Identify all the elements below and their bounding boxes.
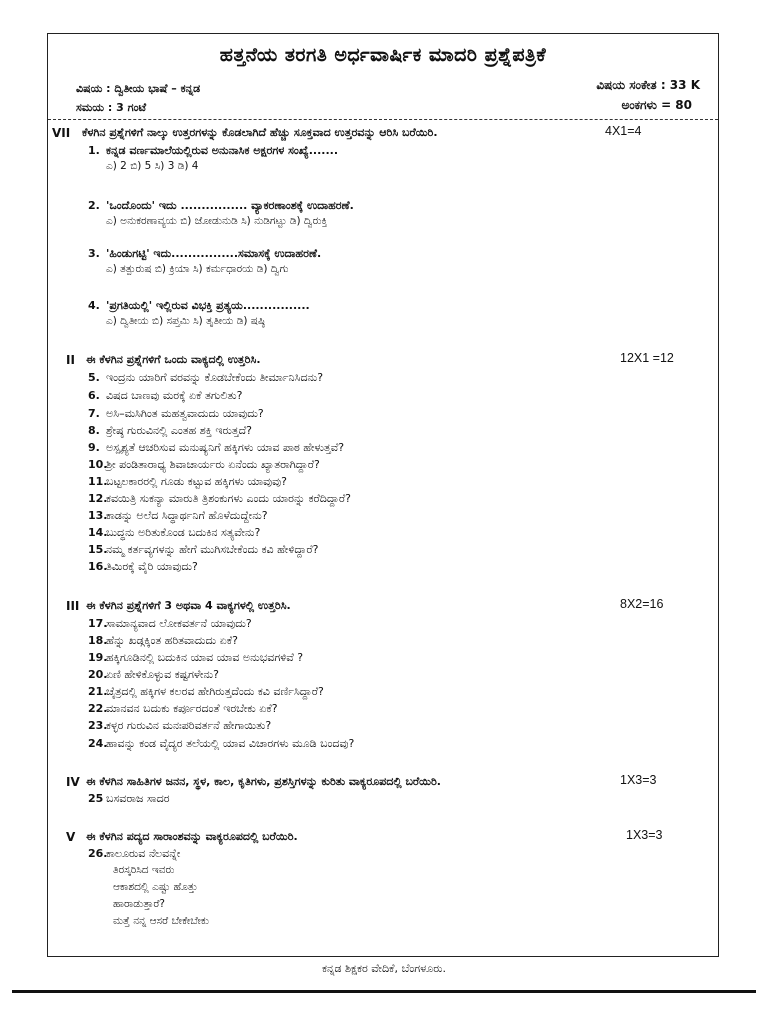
question-paper-frame [47,33,719,957]
question: 22.ಮಾನವನ ಬದುಕು ಕರ್ಪೂರದಂತೆ ಇರಬೇಕು ಏಕೆ? [88,702,278,715]
section-instruction: ಈ ಕೆಳಗಿನ ಪ್ರಶ್ನೆಗಳಿಗೆ ಒಂದು ವಾಕ್ಯದಲ್ಲಿ ಉತ್ತರಿಸಿ. [86,353,261,366]
subject-label: ವಿಷಯ : ದ್ವಿತೀಯ ಭಾಷೆ – ಕನ್ನಡ [76,82,201,95]
question: 14.ಬುದ್ಧನು ಅರಿತುಕೊಂಡ ಬದುಕಿನ ಸತ್ಯವೇನು? [88,526,261,539]
question: 25 ಬಸವರಾಜ ಸಾದರ [88,792,170,805]
answer-options: ಎ) ತತ್ಪುರುಷ ಬಿ) ಕ್ರಿಯಾ ಸಿ) ಕರ್ಮಧಾರಯ ಡಿ) ದ್ವಿಗು [106,263,289,275]
section-instruction: ಈ ಕೆಳಗಿನ ಸಾಹಿತಿಗಳ ಜನನ, ಸ್ಥಳ, ಕಾಲ, ಕೃತಿಗಳು, ಪ್ರಶಸ್ತಿಗಳನ್ನು ಕುರಿತು ವಾಕ್ಯರೂಪದಲ್ಲಿ ಬರೆಯಿರಿ. [86,775,441,788]
answer-options: ಎ) ದ್ವಿತೀಯ ಬಿ) ಸಪ್ತಮಿ ಸಿ) ತೃತೀಯ ಡಿ) ಷಷ್ಠಿ [106,315,266,327]
question: 7. ಅಸಿ–ಮಸಿಗಿಂತ ಮಹತ್ವವಾದುದು ಯಾವುದು? [88,407,264,420]
question: 17.ಸಾಮಾನ್ಯವಾದ ಲೋಕವರ್ತನೆ ಯಾವುದು? [88,617,252,630]
question: 11.ಬಟ್ಟಲಕಾರರಲ್ಲಿ ಗೂಡು ಕಟ್ಟುವ ಹಕ್ಕಿಗಳು ಯಾವುವು? [88,475,287,488]
section-instruction: ಈ ಕೆಳಗಿನ ಪದ್ಯದ ಸಾರಾಂಶವನ್ನು ವಾಕ್ಯರೂಪದಲ್ಲಿ ಬರೆಯಿರಿ. [86,830,298,843]
question: 26.ಕಾಲೂರುವ ನೆಲವನ್ನೇ [88,847,181,860]
question: 20.ಏಣಿ ಹೇಳಿಕೊಳ್ಳುವ ಕಷ್ಟಗಳೇನು? [88,668,219,681]
question: 13.ಕಾಡನ್ನು ಅಲೆದ ಸಿದ್ಧಾರ್ಥನಿಗೆ ಹೊಳೆದುದ್ದೇನು? [88,509,268,522]
question: 9. ಅಸ್ಪೃಶ್ಯತೆ ಆಚರಿಸುವ ಮನುಷ್ಯನಿಗೆ ಹಕ್ಕಿಗಳು ಯಾವ ಪಾಠ ಹೇಳುತ್ತವೆ? [88,441,345,454]
question: 5. ಇಂದ್ರನು ಯಾರಿಗೆ ವರವನ್ನು ಕೊಡಬೇಕೆಂದು ತೀರ್ಮಾನಿಸಿದನು? [88,371,324,384]
bottom-rule [12,990,756,993]
question: 19.ಹಕ್ಕಿಗೂಡಿನಲ್ಲಿ ಬದುಕಿನ ಯಾವ ಯಾವ ಅನುಭವಗಳಿವೆ ? [88,651,304,664]
question: 1. ಕನ್ನಡ ವರ್ಣಮಾಲೆಯಲ್ಲಿರುವ ಅನುನಾಸಿಕ ಅಕ್ಷರಗಳ ಸಂಖ್ಯೆ....... [88,144,339,157]
question: 2. 'ಒಂದೊಂದು' ಇದು ................ ವ್ಯಾಕರಣಾಂಶಕ್ಕೆ ಉದಾಹರಣೆ. [88,199,354,212]
question: 21.ಚೈತ್ರದಲ್ಲಿ ಹಕ್ಕಿಗಳ ಕಲರವ ಹೇಗಿರುತ್ತದೆಂದು ಕವಿ ವರ್ಣಿಸಿದ್ದಾರೆ? [88,685,324,698]
question: 3. 'ಹಿಂಡುಗಟ್ಟಿ' ಇದು................ಸಮಾಸಕ್ಕೆ ಉದಾಹರಣೆ. [88,247,322,260]
question: 4. 'ಪ್ರಗತಿಯಲ್ಲಿ' ಇಲ್ಲಿರುವ ವಿಭಕ್ತಿ ಪ್ರತ್ಯಯ................ [88,299,310,312]
section-marks: 8X2=16 [620,597,664,611]
section-instruction: ಈ ಕೆಳಗಿನ ಪ್ರಶ್ನೆಗಳಿಗೆ 3 ಅಥವಾ 4 ವಾಕ್ಯಗಳಲ್ಲಿ ಉತ್ತರಿಸಿ. [86,599,291,612]
question: 16.ತಿಮಿರಕ್ಕೆ ವೈರಿ ಯಾವುದು? [88,560,198,573]
subject-code: ವಿಷಯ ಸಂಕೇತ : 33 K [596,78,700,92]
poem-line: ತಿರಸ್ಕರಿಸಿದ ಇವರು [113,864,175,876]
question: 23.ಕಳ್ಳರ ಗುರುವಿನ ಮನಃಪರಿವರ್ತನೆ ಹೇಗಾಯಿತು? [88,719,272,732]
poem-line: ಹಾರಾಡುತ್ತಾರೆ? [113,898,165,910]
total-marks: ಅಂಕಗಳು = 80 [621,98,692,112]
section-number: V [66,830,76,844]
poem-line: ಮತ್ತೆ ನನ್ನ ಆಸರೆ ಬೇಕೇಬೇಕು [113,915,209,927]
question: 6. ವಿಷದ ಬಾಣವು ಮರಕ್ಕೆ ಏಕೆ ತಗುಲಿತು? [88,389,243,402]
question: 24.ಹಾವನ್ನು ಕಂಡ ವೈದ್ಯರ ತಲೆಯಲ್ಲಿ ಯಾವ ವಿಚಾರಗಳು ಮೂಡಿ ಬಂದವು? [88,737,355,750]
section-number: IV [66,775,80,789]
header-divider [48,119,718,120]
question: 12.ಕವಯಿತ್ರಿ ಸುಕನ್ಯಾ ಮಾರುತಿ ತ್ರಿಶಂಕುಗಳು ಎಂದು ಯಾರನ್ನು ಕರೆದಿದ್ದಾರೆ? [88,492,351,505]
section-number: III [66,599,80,613]
section-marks: 1X3=3 [620,773,657,787]
question: 8. ಶ್ರೇಷ್ಠ ಗುರುವಿನಲ್ಲಿ ಎಂತಹ ಶಕ್ತಿ ಇರುತ್ತದೆ? [88,424,252,437]
footer-credit: ಕನ್ನಡ ಶಿಕ್ಷಕರ ವೇದಿಕೆ, ಬೆಂಗಳೂರು. [321,962,447,975]
question: 15.ನಮ್ಮ ಕರ್ತವ್ಯಗಳನ್ನು ಹೇಗೆ ಮುಗಿಸಬೇಕೆಂದು ಕವಿ ಹೇಳಿದ್ದಾರೆ? [88,543,319,556]
paper-title: ಹತ್ತನೆಯ ತರಗತಿ ಅರ್ಧವಾರ್ಷಿಕ ಮಾದರಿ ಪ್ರಶ್ನೆಪತ್ರಿಕೆ [219,44,547,66]
question: 18.ಹೆನ್ನು ಖಡ್ಗಕ್ಕಿಂತ ಹರಿತವಾದುದು ಏಕೆ? [88,634,238,647]
section-number: VII [52,126,71,140]
answer-options: ಎ) 2 ಬಿ) 5 ಸಿ) 3 ಡಿ) 4 [106,160,199,172]
section-number: II [66,353,75,367]
question: 10.ಶ್ರೀ ಪಂಡಿತಾರಾಧ್ಯ ಶಿವಾಚಾರ್ಯರು ಏನೆಂದು ಖ್ಯಾತರಾಗಿದ್ದಾರೆ? [88,458,320,471]
section-marks: 1X3=3 [626,828,663,842]
section-marks: 4X1=4 [605,124,642,138]
section-instruction: ಕೆಳಗಿನ ಪ್ರಶ್ನೆಗಳಿಗೆ ನಾಲ್ಕು ಉತ್ತರಗಳನ್ನು ಕೊಡಲಾಗಿದೆ ಹೆಚ್ಚು ಸೂಕ್ತವಾದ ಉತ್ತರವನ್ನು ಆರಿಸಿ ಬರೆಯಿರಿ. [82,126,438,139]
answer-options: ಎ) ಅನುಕರಣಾವ್ಯಯ ಬಿ) ಜೋಡುನುಡಿ ಸಿ) ನುಡಿಗಟ್ಟು ಡಿ) ದ್ವಿರುಕ್ತಿ [106,215,328,227]
section-marks: 12X1 =12 [620,351,674,365]
poem-line: ಆಕಾಶದಲ್ಲಿ ಎಷ್ಟು ಹೊತ್ತು [113,881,198,893]
time-label: ಸಮಯ : 3 ಗಂಟೆ [76,101,147,114]
